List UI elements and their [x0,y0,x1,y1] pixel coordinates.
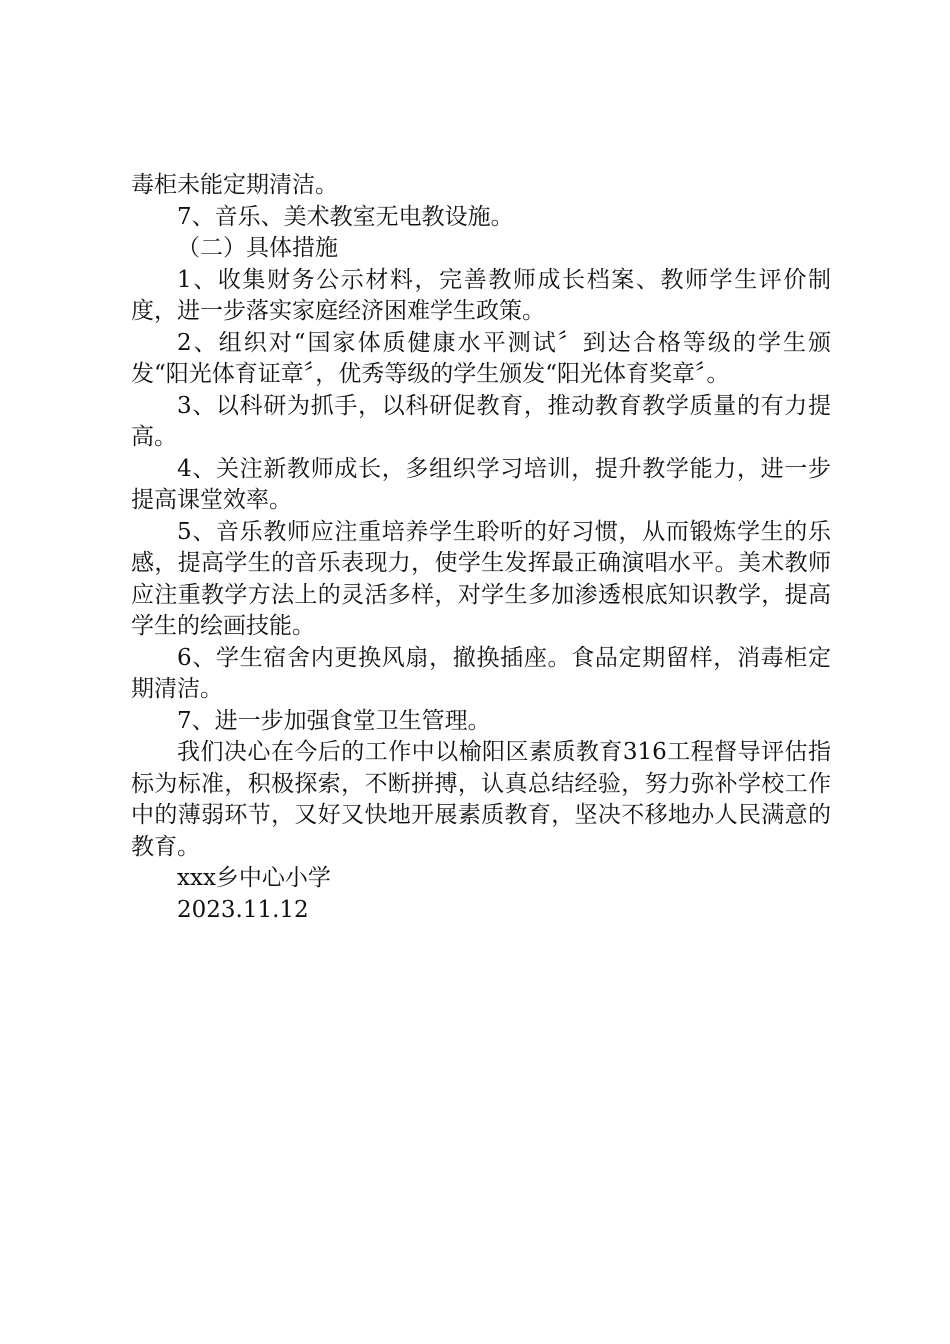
paragraph-measure-1: 1、收集财务公示材料，完善教师成长档案、教师学生评价制度，进一步落实家庭经济困难学生政策。 [131,266,831,324]
paragraph-measure-6: 6、学生宿舍内更换风扇，撤换插座。食品定期留样，消毒柜定期清洁。 [131,644,831,702]
paragraph-measure-7: 7、进一步加强食堂卫生管理。 [177,707,491,734]
signature-date: 2023.11.12 [177,896,309,923]
signature-school: xxx乡中心小学 [177,865,331,891]
section-heading-measures: （二）具体措施 [177,235,338,261]
paragraph-item-7-classroom: 7、音乐、美术教室无电教设施。 [177,203,514,230]
paragraph-conclusion: 我们决心在今后的工作中以榆阳区素质教育316工程督导评估指标为标准，积极探索，不断拼搏，认真总结经验，努力弥补学校工作中的薄弱环节，又好又快地开展素质教育，坚决不移地办人民满意的教育。 [131,739,831,860]
paragraph-measure-5: 5、音乐教师应注重培养学生聆听的好习惯，从而锻炼学生的乐感，提高学生的音乐表现力，使学生发挥最正确演唱水平。美术教师应注重教学方法上的灵活多样，对学生多加渗透根底知识教学，提高学生的绘画技能。 [131,518,831,639]
paragraph-measure-2: 2、组织对“国家体质健康水平测试〞到达合格等级的学生颁发“阳光体育证章〞，优秀等级的学生颁发“阳光体育奖章〞。 [131,329,831,387]
paragraph-continuation: 毒柜未能定期清洁。 [131,172,338,198]
document-page [131,170,831,926]
paragraph-measure-4: 4、关注新教师成长，多组织学习培训，提升教学能力，进一步提高课堂效率。 [131,455,831,513]
paragraph-measure-3: 3、以科研为抓手，以科研促教育，推动教育教学质量的有力提高。 [131,392,831,450]
